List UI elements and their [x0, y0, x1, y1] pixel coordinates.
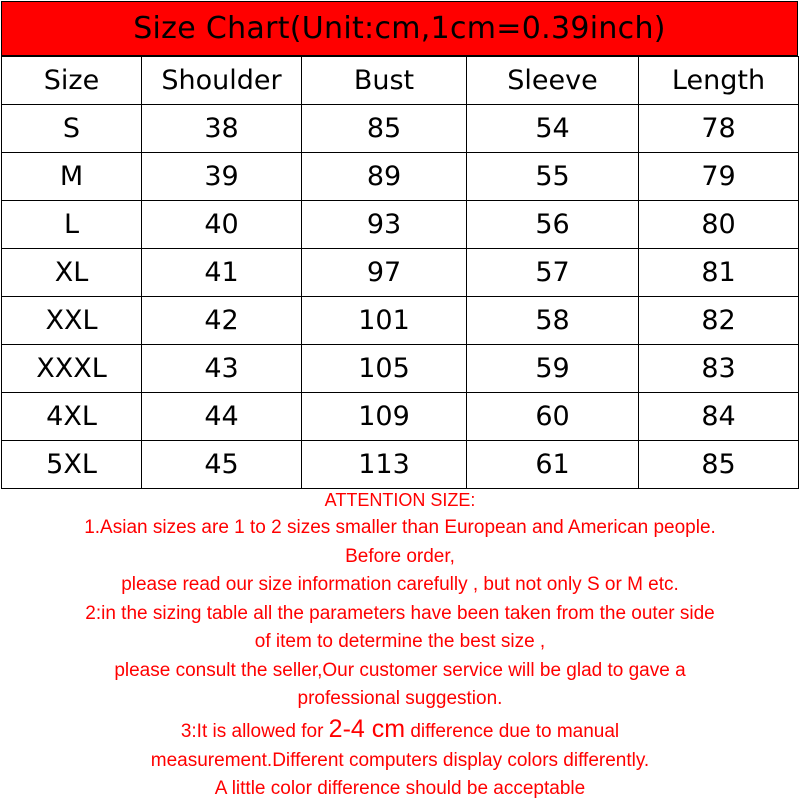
note-line: please read our size information carefully , but not only S or M etc. [121, 574, 679, 595]
cell-bust: 85 [302, 105, 467, 153]
column-header-sleeve: Sleeve [467, 57, 639, 105]
cell-shoulder: 42 [142, 297, 302, 345]
tolerance-prefix: 3:It is allowed for [180, 720, 329, 742]
cell-length: 85 [639, 441, 799, 489]
table-row [2, 393, 799, 441]
cell-shoulder: 39 [142, 153, 302, 201]
cell-shoulder: 45 [142, 441, 302, 489]
cell-shoulder: 43 [142, 345, 302, 393]
note-line: of item to determine the best size , [254, 631, 546, 652]
note-line: please consult the seller,Our customer service will be glad to gave a [114, 659, 686, 681]
note-line: Before order, [345, 545, 455, 567]
table-row [2, 297, 799, 345]
size-attention-notes [0, 487, 800, 800]
note-line: A little color difference should be acceptable [214, 778, 586, 799]
cell-size: M [2, 153, 142, 201]
note-line-tolerance [0, 714, 800, 747]
cell-shoulder: 41 [142, 249, 302, 297]
cell-bust: 93 [302, 201, 467, 249]
table-row [2, 345, 799, 393]
cell-sleeve: 55 [467, 153, 639, 201]
cell-bust: 113 [302, 441, 467, 489]
cell-bust: 109 [302, 393, 467, 441]
cell-sleeve: 56 [467, 201, 639, 249]
cell-sleeve: 54 [467, 105, 639, 153]
note-line: 1.Asian sizes are 1 to 2 sizes smaller than European and American people. [84, 517, 716, 538]
table-row [2, 201, 799, 249]
cell-sleeve: 58 [467, 297, 639, 345]
note-line: measurement.Different computers display colors differently. [150, 749, 650, 771]
table-row [2, 249, 799, 297]
size-table [1, 56, 799, 489]
cell-size: XL [2, 249, 142, 297]
note-line: 2:in the sizing table all the parameters have been taken from the outer side [85, 602, 715, 624]
cell-sleeve: 61 [467, 441, 639, 489]
cell-size: XXXL [2, 345, 142, 393]
column-header-length: Length [639, 57, 799, 105]
cell-shoulder: 38 [142, 105, 302, 153]
cell-length: 84 [639, 393, 799, 441]
size-chart-title: Size Chart(Unit:cm,1cm=0.39inch) [1, 1, 798, 56]
cell-size: L [2, 201, 142, 249]
cell-bust: 89 [302, 153, 467, 201]
table-header-row [2, 57, 799, 105]
cell-shoulder: 44 [142, 393, 302, 441]
cell-length: 83 [639, 345, 799, 393]
tolerance-suffix: difference due to manual [405, 720, 620, 742]
note-line: professional suggestion. [297, 688, 503, 709]
cell-size: S [2, 105, 142, 153]
cell-bust: 105 [302, 345, 467, 393]
column-header-bust: Bust [302, 57, 467, 105]
cell-length: 82 [639, 297, 799, 345]
tolerance-range: 2-4 cm [328, 714, 406, 743]
cell-size: XXL [2, 297, 142, 345]
cell-length: 81 [639, 249, 799, 297]
column-header-shoulder: Shoulder [142, 57, 302, 105]
table-row [2, 153, 799, 201]
cell-size: 4XL [2, 393, 142, 441]
cell-bust: 101 [302, 297, 467, 345]
table-row [2, 441, 799, 489]
attention-heading: ATTENTION SIZE: [324, 490, 476, 510]
column-header-size: Size [2, 57, 142, 105]
cell-size: 5XL [2, 441, 142, 489]
table-row [2, 105, 799, 153]
cell-sleeve: 59 [467, 345, 639, 393]
cell-shoulder: 40 [142, 201, 302, 249]
cell-sleeve: 57 [467, 249, 639, 297]
cell-length: 80 [639, 201, 799, 249]
cell-bust: 97 [302, 249, 467, 297]
cell-length: 79 [639, 153, 799, 201]
cell-length: 78 [639, 105, 799, 153]
cell-sleeve: 60 [467, 393, 639, 441]
